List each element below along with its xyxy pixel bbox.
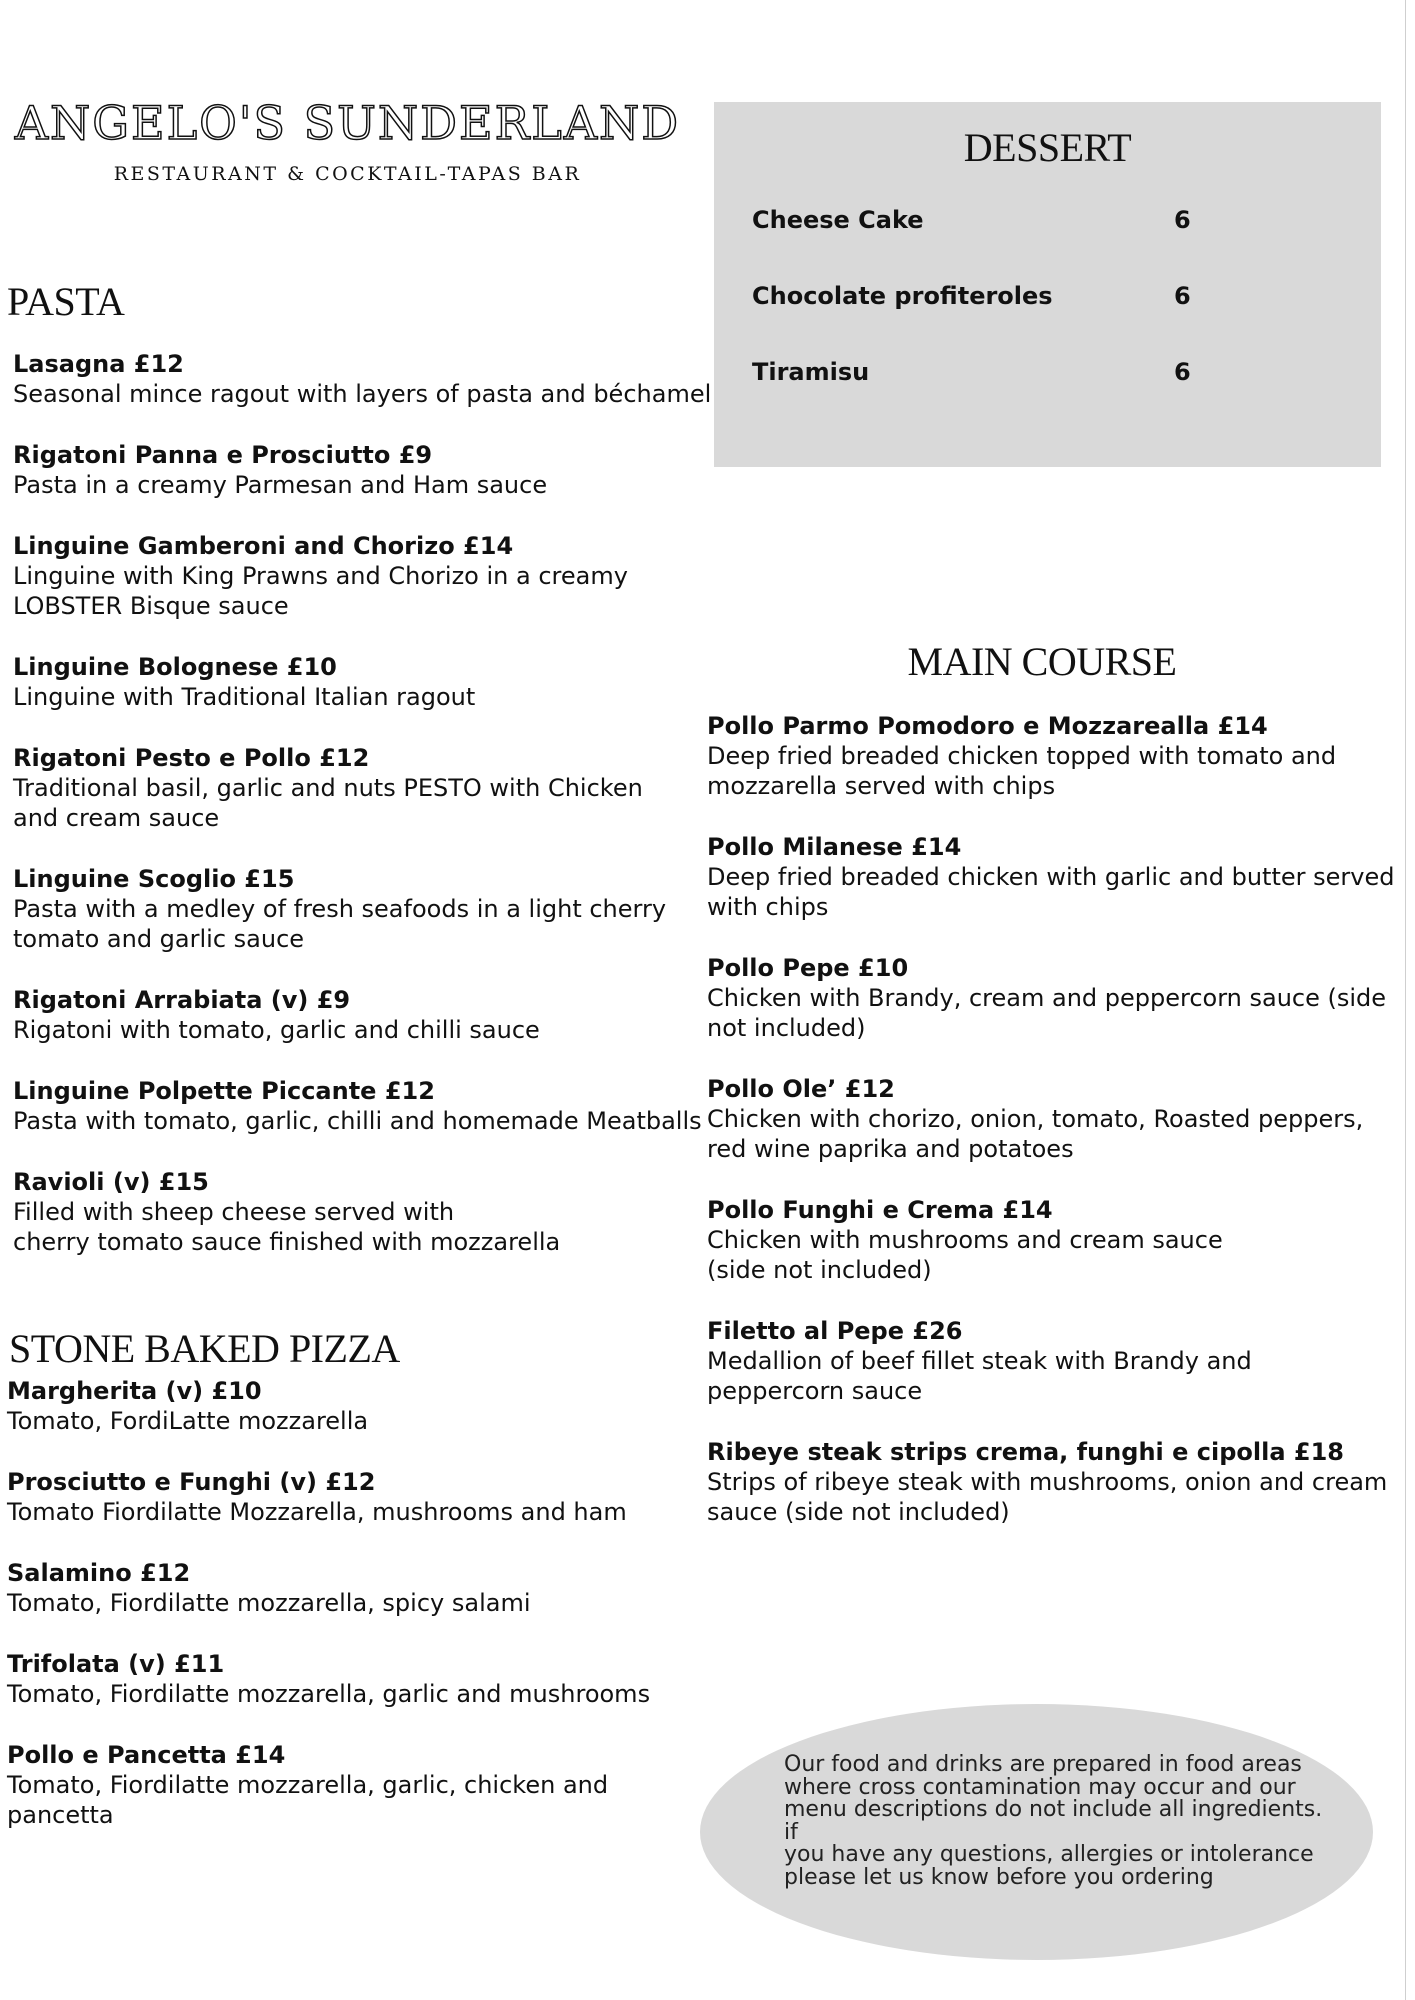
menu-item-desc: LOBSTER Bisque sauce (13, 592, 289, 620)
menu-item-desc: Seasonal mince ragout with layers of pasta and béchamel (13, 380, 712, 408)
restaurant-name: ANGELO'S SUNDERLAND (14, 96, 681, 150)
menu-item-desc: Deep fried breaded chicken with garlic and butter served (707, 863, 1395, 891)
pasta-item (13, 985, 540, 1045)
menu-item-name: Pollo Parmo Pomodoro e Mozzarealla £14 (707, 712, 1268, 740)
menu-item-name: Rigatoni Panna e Prosciutto £9 (13, 441, 433, 469)
menu-item-desc: Traditional basil, garlic and nuts PESTO with Chicken (13, 774, 643, 802)
menu-item-name: Rigatoni Pesto e Pollo £12 (13, 744, 370, 772)
main-course-item (707, 1316, 1252, 1406)
menu-item-name: Linguine Gamberoni and Chorizo £14 (13, 532, 514, 560)
menu-item-desc: Medallion of beef fillet steak with Brandy and (707, 1347, 1252, 1375)
pasta-item (13, 652, 475, 712)
menu-item-name: Pollo Funghi e Crema £14 (707, 1196, 1053, 1224)
menu-item-name: Pollo e Pancetta £14 (7, 1741, 286, 1769)
main-course-item (707, 711, 1336, 801)
dessert-item (752, 357, 1312, 387)
menu-item-desc: Pasta with a medley of fresh seafoods in a light cherry (13, 895, 667, 923)
menu-item-name: Pollo Milanese £14 (707, 833, 962, 861)
pasta-item (13, 1167, 560, 1257)
menu-item-desc: Tomato Fiordilatte Mozzarella, mushrooms and ham (7, 1498, 627, 1526)
menu-item-desc: with chips (707, 893, 829, 921)
menu-item-desc: Filled with sheep cheese served with (13, 1198, 455, 1226)
allergy-notice-line: you have any questions, allergies or intolerance (784, 1842, 1314, 1867)
menu-item-desc: Tomato, Fiordilatte mozzarella, spicy salami (7, 1589, 531, 1617)
pasta-item (13, 349, 711, 409)
menu-item-name: Rigatoni Arrabiata (v) £9 (13, 986, 351, 1014)
menu-item-desc: Rigatoni with tomato, garlic and chilli sauce (13, 1016, 540, 1044)
pizza-item (7, 1740, 608, 1830)
main-course-item (707, 1195, 1223, 1285)
pizza-item (7, 1558, 531, 1618)
menu-item-name: Salamino £12 (7, 1559, 191, 1587)
menu-item-desc: (side not included) (707, 1256, 932, 1284)
menu-item-name: Margherita (v) £10 (7, 1377, 262, 1405)
dessert-item-price: 6 (1174, 358, 1191, 386)
pizza-section-title: STONE BAKED PIZZA (9, 1326, 400, 1371)
allergy-notice (700, 1704, 1373, 1960)
allergy-notice-line: Our food and drinks are prepared in food areas (784, 1752, 1302, 1777)
dessert-item-price: 6 (1174, 206, 1191, 234)
menu-item-name: Linguine Polpette Piccante £12 (13, 1077, 435, 1105)
dessert-panel (714, 102, 1381, 467)
menu-item-name: Linguine Scoglio £15 (13, 865, 295, 893)
menu-item-name: Linguine Bolognese £10 (13, 653, 337, 681)
menu-item-desc: and cream sauce (13, 804, 220, 832)
menu-item-desc: Linguine with King Prawns and Chorizo in a creamy (13, 562, 628, 590)
pasta-item (13, 1076, 702, 1136)
menu-item-desc: sauce (side not included) (707, 1498, 1010, 1526)
pasta-section-title: PASTA (7, 279, 125, 324)
menu-item-name: Trifolata (v) £11 (7, 1650, 225, 1678)
main-course-item (707, 953, 1386, 1043)
pasta-item (13, 531, 628, 621)
menu-item-desc: Deep fried breaded chicken topped with tomato and (707, 742, 1337, 770)
dessert-item-name: Chocolate profiteroles (752, 282, 1053, 310)
menu-item-desc: not included) (707, 1014, 866, 1042)
restaurant-tagline: RESTAURANT & COCKTAIL-TAPAS BAR (113, 163, 582, 185)
menu-item-desc: pancetta (7, 1801, 114, 1829)
pizza-item (7, 1467, 627, 1527)
main-course-item (707, 1437, 1387, 1527)
menu-item-desc: Tomato, Fiordilatte mozzarella, garlic, chicken and (7, 1771, 609, 1799)
menu-item-name: Ravioli (v) £15 (13, 1168, 209, 1196)
pasta-item (13, 743, 643, 833)
pizza-item (7, 1649, 650, 1709)
menu-item-desc: Tomato, FordiLatte mozzarella (7, 1407, 369, 1435)
allergy-notice-line: where cross contamination may occur and our (784, 1774, 1296, 1800)
dessert-item-name: Tiramisu (752, 358, 870, 386)
menu-item-desc: Strips of ribeye steak with mushrooms, onion and cream (707, 1468, 1388, 1496)
main-course-section-title: MAIN COURSE (907, 639, 1177, 684)
menu-item-desc: Chicken with mushrooms and cream sauce (707, 1226, 1223, 1254)
menu-item-desc: mozzarella served with chips (707, 772, 1056, 800)
menu-item-desc: red wine paprika and potatoes (707, 1135, 1074, 1163)
allergy-notice-text (784, 1754, 1324, 1889)
menu-item-desc: tomato and garlic sauce (13, 925, 305, 953)
menu-item-desc: Chicken with Brandy, cream and peppercorn sauce (side (707, 984, 1387, 1012)
menu-item-name: Pollo Pepe £10 (707, 954, 909, 982)
menu-item-desc: Linguine with Traditional Italian ragout (13, 683, 476, 711)
dessert-item-name: Cheese Cake (752, 206, 924, 234)
menu-item-name: Filetto al Pepe £26 (707, 1317, 963, 1345)
pizza-item (7, 1376, 368, 1436)
main-course-item (707, 832, 1394, 922)
pasta-item (13, 864, 666, 954)
allergy-notice-line: please let us know before you ordering (784, 1864, 1214, 1890)
menu-item-name: Pollo Ole’ £12 (707, 1075, 895, 1103)
menu-item-name: Prosciutto e Funghi (v) £12 (7, 1468, 376, 1496)
page-edge (1405, 0, 1406, 2000)
menu-item-name: Lasagna £12 (13, 350, 184, 378)
menu-item-desc: Pasta in a creamy Parmesan and Ham sauce (13, 471, 548, 499)
dessert-item (752, 205, 1312, 235)
dessert-title: DESSERT (963, 125, 1132, 170)
menu-item-desc: peppercorn sauce (707, 1377, 923, 1405)
main-course-item (707, 1074, 1363, 1164)
menu-item-desc: Pasta with tomato, garlic, chilli and homemade Meatballs (13, 1107, 702, 1135)
dessert-item-price: 6 (1174, 282, 1191, 310)
pasta-item (13, 440, 547, 500)
dessert-item (752, 281, 1312, 311)
menu-item-desc: Tomato, Fiordilatte mozzarella, garlic and mushrooms (7, 1680, 651, 1708)
menu-item-desc: cherry tomato sauce finished with mozzarella (13, 1228, 561, 1256)
menu-item-name: Ribeye steak strips crema, funghi e cipolla £18 (707, 1438, 1344, 1466)
allergy-notice-line: menu descriptions do not include all ingredients. if (784, 1797, 1323, 1845)
menu-item-desc: Chicken with chorizo, onion, tomato, Roasted peppers, (707, 1105, 1364, 1133)
